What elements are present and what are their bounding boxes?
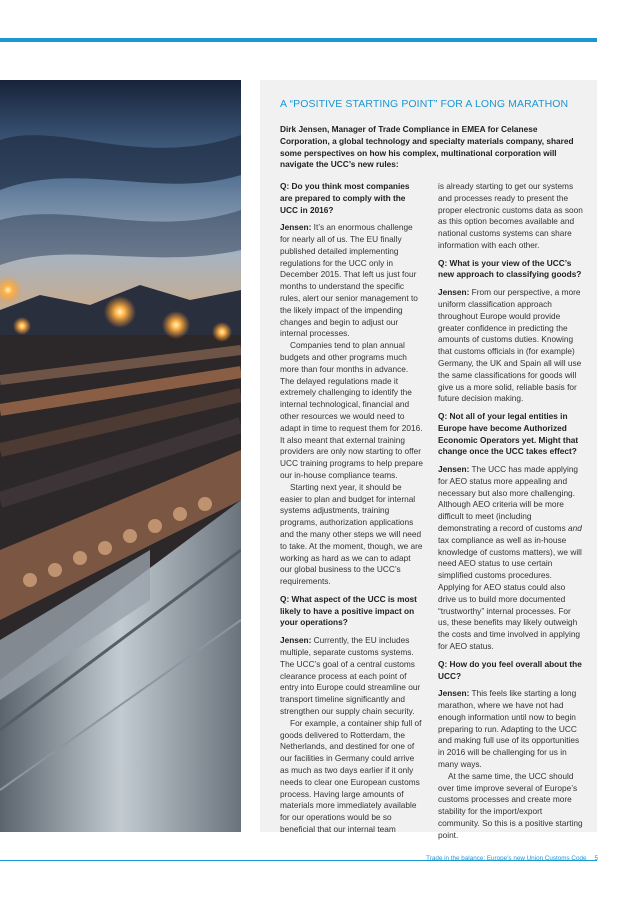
answer-paragraph: Companies tend to plan annual budgets and other programs much more than four months in advance. The delayed regulations made it extremely challenging to identify the internal technological, financial and other resources we would need to adapt in time to request them for 2016. It also meant that external training providers are only now starting to offer UCC training programs to help prepare our in-house compliance teams. — [280, 340, 423, 481]
page-number: 5 — [594, 855, 598, 862]
answer-text: From our perspective, a more uniform classification approach throughout Europe would provide greater confidence in predicting the amounts of customs duties. Knowing that customs officials in (for example) Germany, the UK and Spain all will use the same classifications for goods will give us a more solid, reliable basis for future decision making. — [438, 287, 582, 404]
speaker-label: Jensen: — [280, 222, 312, 233]
question: Q: Do you think most companies are prepared to comply with the UCC in 2016? — [280, 181, 410, 215]
answer-paragraph — [280, 222, 423, 340]
answer-text: It’s an enormous challenge for nearly all of us. The EU finally published detailed implementing regulations for the UCC only in December 2015. That left us just four months to understand the specific rules, alert our senior management to the likely impact of the impending changes and begin to adjust our internal processes. — [280, 222, 418, 339]
article-intro: Dirk Jensen, Manager of Trade Compliance in EMEA for Celanese Corporation, a global technology and specialty materials company, shared some perspectives on how his complex, multinational corporation will navigate the UCC’s new rules: — [280, 124, 574, 170]
question: Q: How do you feel overall about the UCC? — [438, 658, 582, 681]
top-accent-rule — [0, 38, 597, 42]
answer-paragraph: Starting next year, it should be easier to plan and budget for internal systems adjustments, training programs, authorization applications and the many other steps we will need to take. At the moment, though, we are working as hard as we can to adapt our global business to the UCC’s requirements. — [280, 481, 423, 587]
page-footer — [426, 855, 598, 862]
photo-illustration — [0, 80, 241, 832]
answer-text: The UCC has made applying for AEO status more appealing and necessary but also more challenging. Although AEO criteria will be more difficult to meet (including demonstrating a record of customs — [438, 464, 579, 534]
answer-paragraph: At the same time, the UCC should over time improve several of Europe’s customs processes and create more stability for the import/export community. So this is a positive starting point. — [438, 770, 583, 840]
answer-paragraph: is already starting to get our systems and processes ready to present the proper electronic customs data as soon as this option becomes available and national customs systems can share information with each other. — [438, 181, 583, 250]
answer-paragraph — [280, 635, 423, 718]
interview-column-right — [438, 181, 584, 847]
question: Q: Not all of your legal entities in Europe have become Authorized Economic Operators yet. Might that change once the UCC takes effect? — [438, 411, 579, 457]
interview-column-left — [280, 181, 423, 842]
answer-paragraph: For example, a container ship full of goods delivered to Rotterdam, the Netherlands, and destined for one of our facilities in Germany could arrive as much as two days earlier if it only needs to clear one European customs process. Having large amounts of materials more immediately available for our operations would be so beneficial that our internal team — [280, 717, 422, 834]
emphasis-text: and — [568, 523, 582, 534]
question: Q: What is your view of the UCC’s new approach to classifying goods? — [438, 257, 582, 280]
rail-freight-yard-photo — [0, 80, 241, 832]
speaker-label: Jensen: — [438, 287, 470, 298]
running-title: Trade in the balance: Europe’s new Union Customs Code — [426, 855, 587, 862]
speaker-label: Jensen: — [438, 464, 470, 475]
answer-paragraph — [438, 287, 584, 405]
answer-paragraph — [438, 464, 584, 653]
question: Q: What aspect of the UCC is most likely to have a positive impact on your operations? — [280, 593, 417, 628]
speaker-label: Jensen: — [438, 688, 470, 699]
answer-paragraph — [438, 688, 584, 771]
speaker-label: Jensen: — [280, 635, 312, 646]
answer-text: This feels like starting a long marathon, where we have not had enough information until now to begin preparing to run. Adapting to the UCC and making full use of its opportunities in 2016 will be challenging for us in many ways. — [438, 688, 580, 769]
answer-text: Currently, the EU includes multiple, separate customs systems. The UCC’s goal of a central customs clearance process at each point of entry into Europe could streamline our transport timeline significantly and strengthen our supply chain security. — [280, 635, 421, 716]
answer-text: tax compliance as well as in-house knowledge of customs matters), we will need AEO status to use certain simplified customs procedures. Applying for AEO status could also drive us to build more documented “trustworthy” internal processes. For us, these benefits may likely outweigh the costs and time involved in applying for AEO status. — [438, 534, 582, 652]
article-headline: A “POSITIVE STARTING POINT” FOR A LONG MARATHON — [280, 98, 569, 110]
